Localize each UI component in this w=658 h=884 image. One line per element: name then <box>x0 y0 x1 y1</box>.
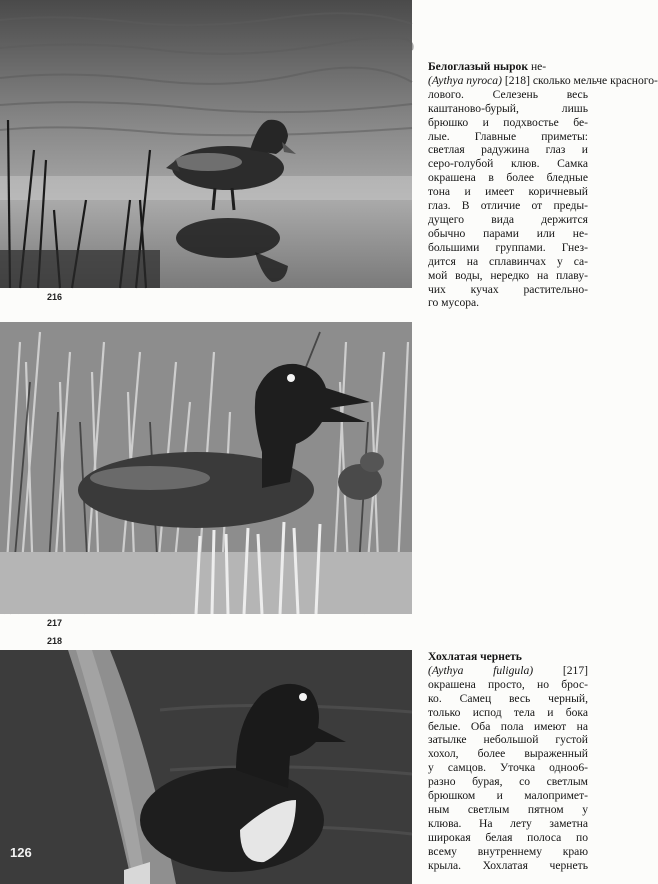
species-title: Хохлатая чернеть <box>428 650 522 663</box>
text-line: лового. Селезень весь <box>428 87 588 101</box>
figure-number-217: 217 <box>47 618 63 628</box>
text-line: ко. Самец весь черный, <box>428 691 588 705</box>
text-line: мой воды, нередко на плаву- <box>428 268 588 282</box>
text-line: дится на сплавинчах у са- <box>428 254 588 268</box>
photo-ferruginous-duck <box>0 0 412 288</box>
species-title: Белоглазый нырок не- <box>428 60 547 73</box>
text-line: затылке небольшой густой <box>428 733 588 747</box>
figure-number-218: 218 <box>47 636 63 646</box>
text-line: широкая белая полоса по <box>428 830 588 844</box>
text-line: только испод тела и бока <box>428 705 588 719</box>
text-line: брюшком и малопримет- <box>428 789 588 803</box>
text-line: дущего вида держится <box>428 212 588 226</box>
text-line: белые. Оба пола имеют на <box>428 719 588 733</box>
page-number: 126 <box>10 845 32 860</box>
photo-duck-on-nest <box>0 322 412 614</box>
text-line: большими группами. Гнез- <box>428 240 588 254</box>
text-line: клюва. На лету заметна <box>428 816 588 830</box>
text-line: разно бурая, со светлым <box>428 775 588 789</box>
text-line: лые. Главные приметы: <box>428 129 588 143</box>
species-latin-line: (Aythya fuligula) [217] <box>428 663 588 677</box>
text-line: го мусора. <box>428 296 480 310</box>
text-line: обычно парами или не- <box>428 226 588 240</box>
text-line: чих кучах растительно- <box>428 282 588 296</box>
text-line: тона и имеет коричневый <box>428 185 588 199</box>
text-line: светлая радужина глаз и <box>428 143 588 157</box>
species-description-tufted-duck <box>428 650 588 873</box>
species-latin-line: (Aythya nyroca) [218] сколько мельче красного- <box>428 73 658 87</box>
text-line: ным светлым пятном у <box>428 802 588 816</box>
species-description-ferruginous-duck <box>428 60 658 310</box>
text-line: глаз. В отличие от преды- <box>428 199 588 213</box>
text-line: у самцов. Уточка одноо6- <box>428 761 588 775</box>
photo-tufted-duck <box>0 650 412 884</box>
figure-number-216: 216 <box>47 292 63 302</box>
text-line: всему внутреннему краю <box>428 844 588 858</box>
text-line: серо-голубой клюв. Самка <box>428 157 588 171</box>
text-line: окрашена в более бледные <box>428 171 588 185</box>
text-line: каштаново-бурый, лишь <box>428 101 588 115</box>
text-line: крыла. Хохлатая чернеть <box>428 858 588 872</box>
text-line: окрашена просто, но брос- <box>428 677 588 691</box>
text-line: брюшко и подхвостье бе- <box>428 115 588 129</box>
text-line: хохол, более выраженный <box>428 747 588 761</box>
